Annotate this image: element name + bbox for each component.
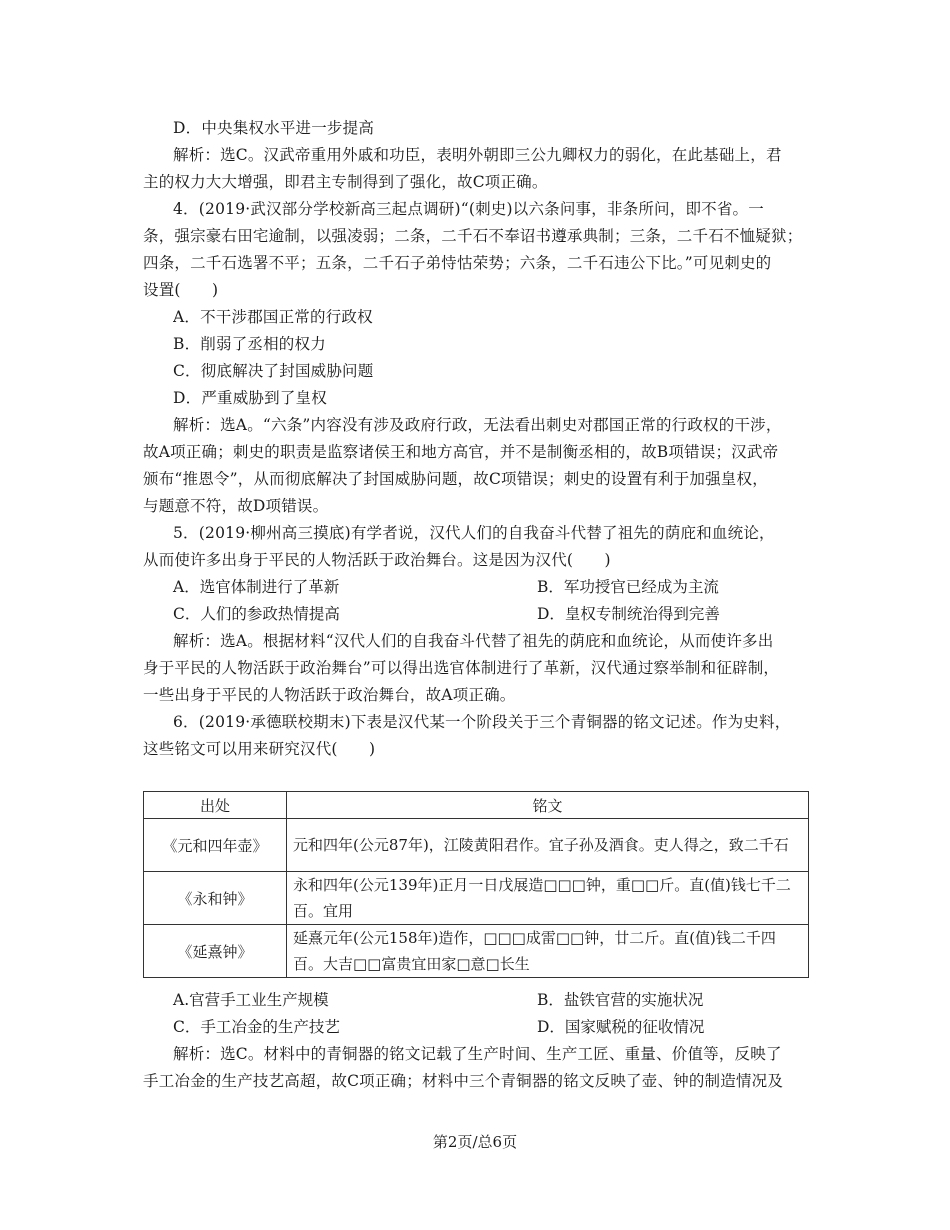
analysis-line: 解析：选A。“六条”内容没有涉及政府行政，无法看出刺史对郡国正常的行政权的干涉， [173,416,782,434]
option-d-line: D．中央集权水平进一步提高 [173,119,375,137]
question-4-line: 四条，二千石选署不平；五条，二千石子弟恃怙荣势；六条，二千石违公下比。”可见刺史的 [143,254,772,272]
question-4-line: 4．(2019·武汉部分学校新高三起点调研)“(刺史)以六条问事，非条所问，即不省。一 [173,200,764,218]
analysis-line: 颁布“推恩令”，从而彻底解决了封国威胁问题，故C项错误；刺史的设置有利于加强皇权， [143,470,768,488]
analysis-line: 解析：选C。汉武帝重用外戚和功臣，表明外朝即三公九卿权力的弱化，在此基础上，君 [173,146,782,164]
option-a: A．不干涉郡国正常的行政权 [173,308,373,326]
option-d: D．皇权专制统治得到完善 [537,605,720,623]
source-cell: 《元和四年壶》 [144,819,287,872]
question-4-line: 条，强宗豪右田宅逾制，以强凌弱；二条，二千石不奉诏书遵承典制；三条，二千石不恤疑狱； [143,227,803,245]
question-5-line: 5．(2019·柳州高三摸底)有学者说，汉代人们的自我奋斗代替了祖先的荫庇和血统论， [173,524,775,542]
inscription-cell: 延熹元年(公元158年)造作，□□□成雷□□钟，廿二斤。直(值)钱二千四百。大吉□□富贵宜田家□意□长生 [287,925,809,978]
analysis-line: 一些出身于平民的人物活跃于政治舞台，故A项正确。 [143,686,516,704]
option-d: D．严重威胁到了皇权 [173,389,327,407]
table-row [144,819,809,872]
table-row [144,925,809,978]
option-b: B．军功授官已经成为主流 [537,578,719,596]
analysis-line: 身于平民的人物活跃于政治舞台”可以得出选官体制进行了革新，汉代通过察举制和征辟制， [143,659,780,677]
header-source: 出处 [144,792,287,819]
option-b: B．削弱了丞相的权力 [173,335,326,353]
inscription-cell: 永和四年(公元139年)正月一日戊展造□□□钟，重□□斤。直(值)钱七千二百。宜用 [287,872,809,925]
option-c: C．人们的参政热情提高 [173,605,340,623]
question-6-line: 这些铭文可以用来研究汉代( ) [143,740,376,758]
option-c: C．彻底解决了封国威胁问题 [173,362,374,380]
table-header-row [144,792,809,819]
inscription-table [143,791,809,978]
question-6-line: 6．(2019·承德联校期末)下表是汉代某一个阶段关于三个青铜器的铭文记述。作为史料， [173,713,791,731]
source-cell: 《永和钟》 [144,872,287,925]
table-row [144,872,809,925]
question-4-line: 设置( ) [143,281,219,299]
source-cell: 《延熹钟》 [144,925,287,978]
analysis-line: 主的权力大大增强，即君主专制得到了强化，故C项正确。 [143,173,548,191]
option-a: A．选官体制进行了革新 [173,578,340,596]
option-a: A.官营手工业生产规模 [173,991,329,1009]
analysis-line: 与题意不符，故D项错误。 [143,497,329,515]
analysis-line: 故A项正确；刺史的职责是监察诸侯王和地方高官，并不是制衡丞相的，故B项错误；汉武帝 [143,443,779,461]
inscription-cell: 元和四年(公元87年)，江陵黄阳君作。宜子孙及酒食。吏人得之，致二千石 [287,819,809,872]
header-inscription: 铭文 [287,792,809,819]
option-b: B．盐铁官营的实施状况 [537,991,704,1009]
analysis-line: 手工冶金的生产技艺高超，故C项正确；材料中三个青铜器的铭文反映了壶、钟的制造情况及 [143,1072,784,1090]
analysis-line: 解析：选C。材料中的青铜器的铭文记载了生产时间、生产工匠、重量、价值等，反映了 [173,1045,782,1063]
page-footer: 第2页/总6页 [432,1133,518,1151]
analysis-line: 解析：选A。根据材料“汉代人们的自我奋斗代替了祖先的荫庇和血统论，从而使许多出 [173,632,774,650]
option-c: C．手工冶金的生产技艺 [173,1018,340,1036]
question-5-line: 从而使许多出身于平民的人物活跃于政治舞台。这是因为汉代( ) [143,551,611,569]
option-d: D．国家赋税的征收情况 [537,1018,705,1036]
